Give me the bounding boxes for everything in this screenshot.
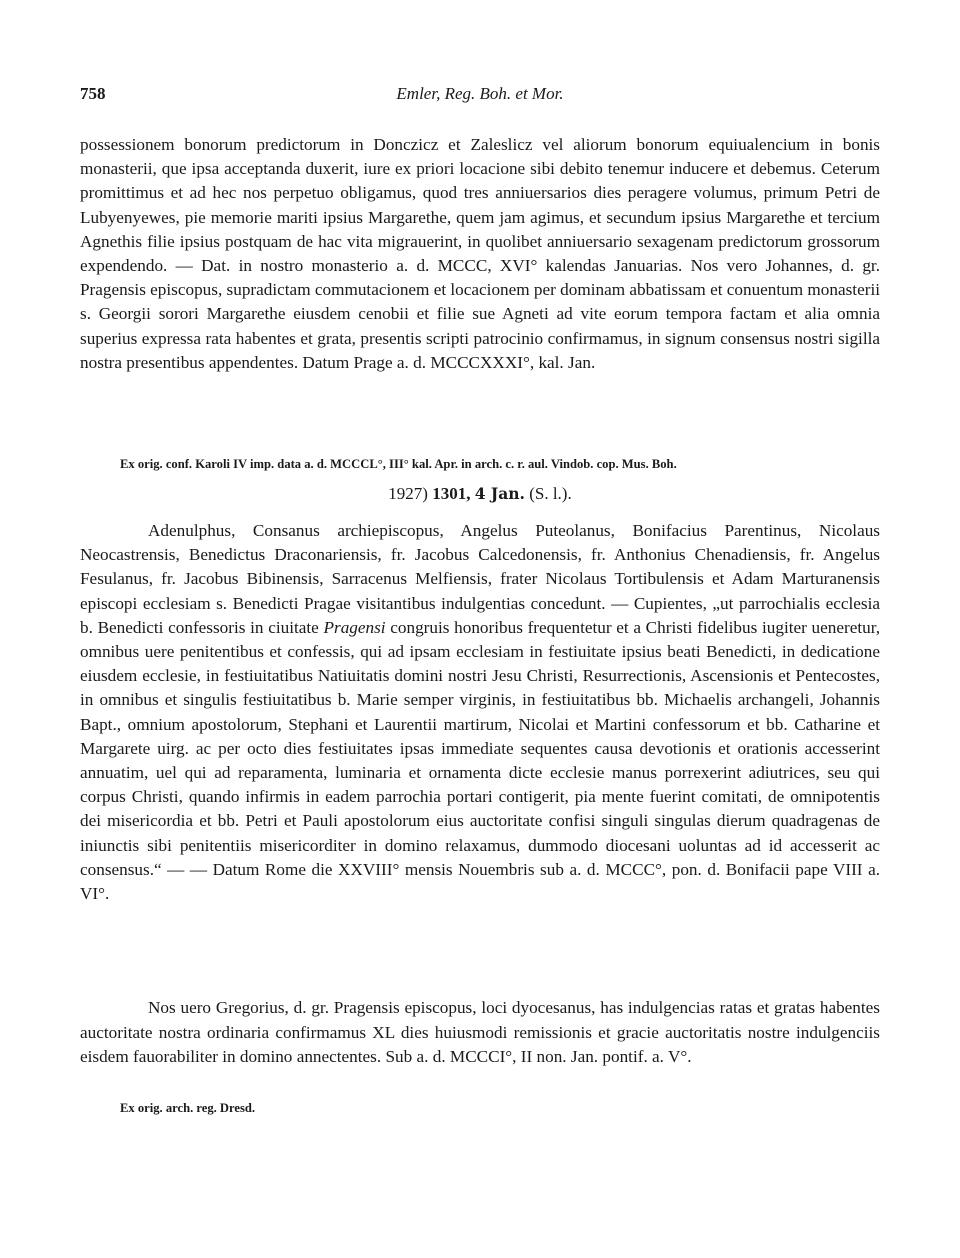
- source-note: Ex orig. conf. Karoli IV imp. data a. d. MCCCL°, III° kal. Apr. in arch. c. r. aul. Vindob. cop. Mus. Boh.: [120, 457, 677, 471]
- entry-year: 1301,: [432, 484, 471, 503]
- italic-word: Pragensi: [323, 617, 386, 637]
- page-header: [80, 84, 880, 108]
- running-title: Emler, Reg. Boh. et Mor.: [396, 84, 564, 103]
- page-number: 758: [80, 84, 106, 103]
- entry-date: 4 Jan.: [474, 484, 525, 503]
- paragraph-part-1: Adenulphus, Consanus archiepiscopus, Angelus Puteolanus, Bonifacius Parentinus, Nicolaus Neocastrensis, Benedictus Draconariensis, fr. Jacobus Calcedonensis, fr. Anthonius Chenadiensis, fr. Angelus Fesulanus, fr. Jacobus Bibinensis, Sarracenus Melfiensis, frater Nicolaus Tortibulensis et Adam Marturanensis episcopi ecclesiam s. Benedicti Pragae visitantibus indulgentias concedunt. — Cupientes, „ut parrochialis ecclesia b. Benedicti confessoris in ciuitate: [80, 521, 880, 637]
- paragraph-text: possessionem bonorum predictorum in Donczicz et Zaleslicz vel aliorum bonorum equiualencium in bonis monasterii, que ipsa acceptanda duxerit, iure ex priori locacione sibi debito tenemur inducere et debemus. Ceterum promittimus et ad hec nos perpetuo obligamus, quod tres anniuersarios dies peragere volumus, primum Petri de Lubyenyewes, pie memorie mariti ipsius Margarethe, quem jam agimus, et secundum ipsius Margarethe et tercium Agnethis filie ipsius postquam de hac vita migrauerint, in quolibet anniuersario sexagenam predictorum grossorum expendendo. — Dat. in nostro monasterio a. d. MCCC, XVI° kalendas Januarias. Nos vero Johannes, d. gr. Pragensis episcopus, supradictam commutacionem et locacionem per dominam abbatissam et conuentum monasterii s. Georgii sorori Margarethe eiusdem cenobii et filie sue Agneti ad vite eorum tempora factam et alia omnia superius expressa rata habentes et grata, presentis scripti patrocinio confirmamus, in signum consensus nostri sigilla nostra presentibus appendentes. Datum Prage a. d. MCCCXXXI°, kal. Jan.: [80, 135, 880, 372]
- entry-place: (S. l.).: [529, 484, 572, 503]
- source-note-2: Ex orig. arch. reg. Dresd.: [120, 1101, 256, 1115]
- paragraph-text: [80, 519, 880, 906]
- paragraph-continuation: [80, 133, 880, 375]
- paragraph-confirmation: [80, 996, 880, 1070]
- paragraph-text: Nos uero Gregorius, d. gr. Pragensis episcopus, loci dyocesanus, has indulgencias ratas et gratas habentes auctoritate nostra ordinaria confirmamus XL dies huiusmodi remissionis et gracie auctoritatis nostre indulgenciis eisdem fauorabiliter in domino annectentes. Sub a. d. MCCCI°, II non. Jan. pontif. a. V°.: [80, 998, 880, 1066]
- entry-heading: [0, 484, 960, 504]
- paragraph-main: [80, 519, 880, 906]
- paragraph-part-2: congruis honoribus frequentetur et a Christi fidelibus iugiter ueneretur, omnibus uere penitentibus et confessis, qui ad ipsam ecclesiam in festiuitate ipsius beati Benedicti, in dedicatione eiusdem ecclesie, in festiuitatibus Natiuitatis domini nostri Jesu Christi, Resurrectionis, Ascensionis et Pentecostes, in omnibus et singulis festiuitatibus b. Marie semper virginis, in festiuitatibus bb. Michaelis archangeli, Johannis Bapt., omnium apostolorum, Stephani et Laurentii martirum, Nicolai et Martini confessorum et bb. Catharine et Margarete uirg. ac per octo dies festiuitates ipsas immediate sequentes causa devotionis et orationis accesserint annuatim, uel qui ad reparamenta, luminaria et ornamenta dicte ecclesie manus porrexerint adiutrices, seu qui corpus Christi, quando infirmis in eadem parrochia portari contigerit, pia mente fuerint comitati, de omnipotentis dei misericordia et bb. Petri et Pauli apostolorum eius auctoritate confisi singuli singulas dierum quadragenas de iniunctis sibi penitentiis misericorditer in domino relaxamus, dummodo diocesani uoluntas ad id accesserit ac consensus.“ — — Datum Rome die XXVIII° mensis Nouembris sub a. d. MCCC°, pon. d. Bonifacii pape VIII a. VI°.: [80, 617, 881, 904]
- entry-number: 1927): [388, 484, 428, 503]
